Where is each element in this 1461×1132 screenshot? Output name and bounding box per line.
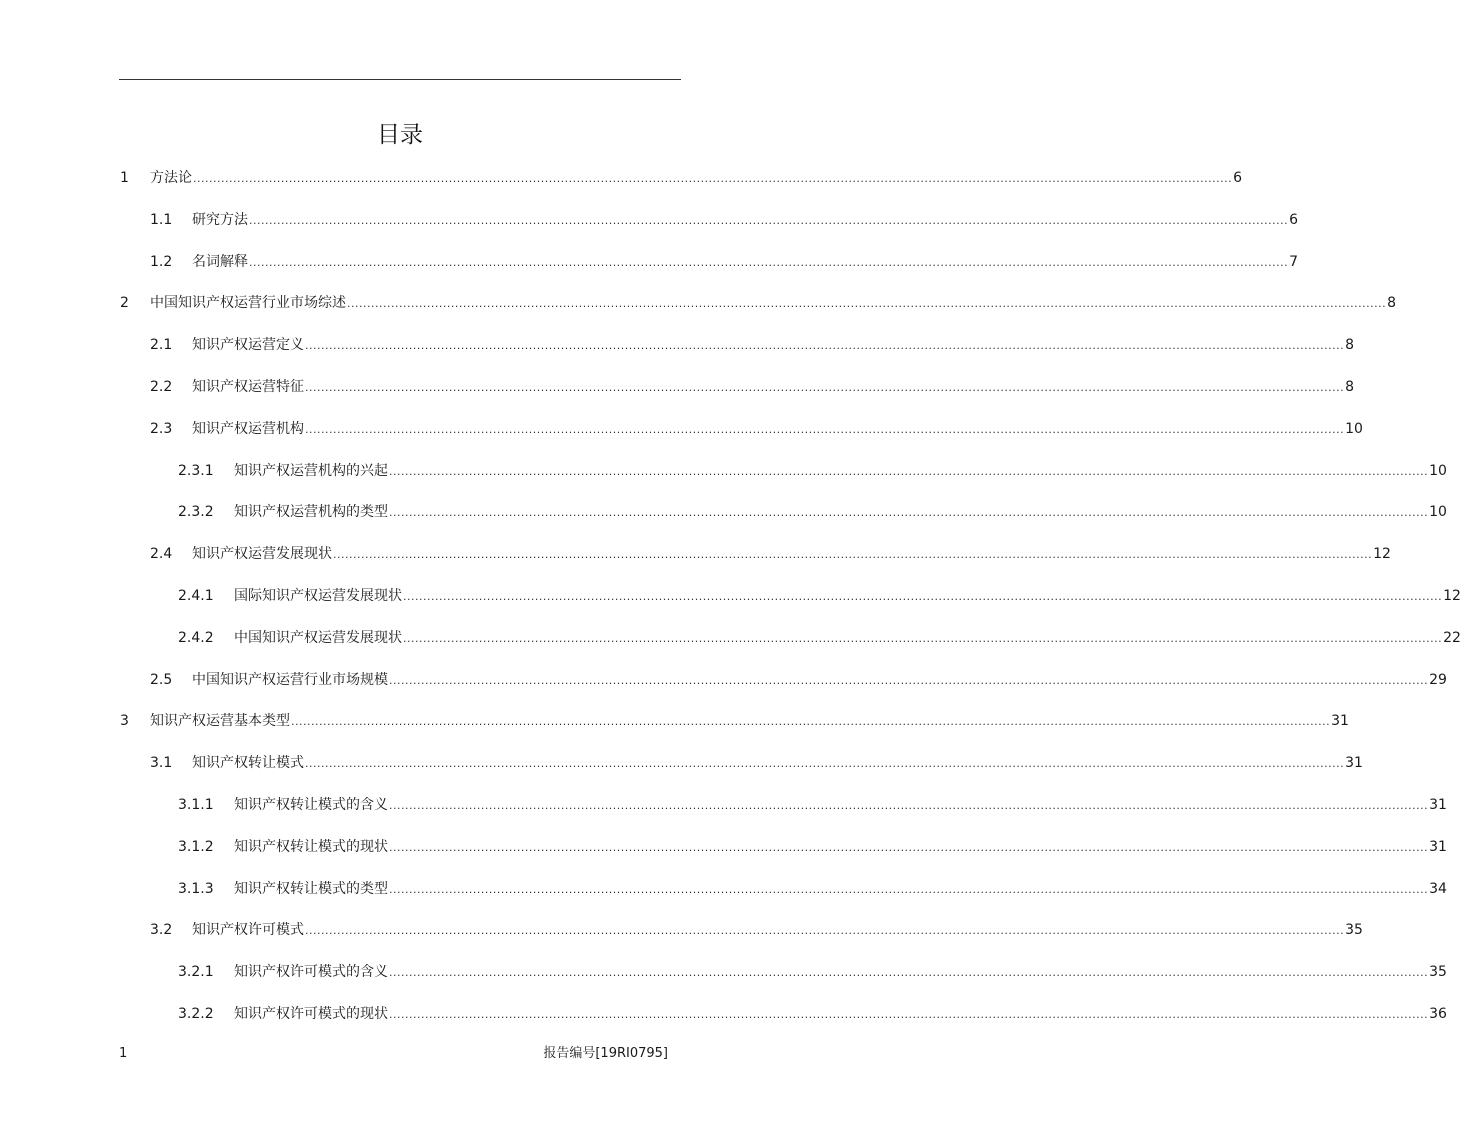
toc-entry-title: 知识产权运营机构的兴起 [234, 463, 388, 479]
toc-entry-number: 2.3.2 [178, 504, 214, 520]
toc-entry-page: 10 [1429, 463, 1447, 479]
toc-entry-title: 知识产权运营机构 [192, 421, 304, 437]
toc-entry-number: 2.3.1 [178, 463, 214, 479]
toc-dot-leader: .................................................................................................................................................................................................................................................................... [333, 548, 1373, 561]
toc-entry-title: 知识产权转让模式的现状 [234, 839, 388, 855]
toc-entry-page: 10 [1429, 504, 1447, 520]
toc-entry-title: 知识产权运营定义 [192, 337, 304, 353]
toc-dot-leader: .................................................................................................................................................................................................................................................................... [389, 465, 1429, 478]
footer-report-code: 报告编号[19RI0795] [543, 1046, 668, 1061]
toc-entry[interactable] [178, 461, 1447, 481]
toc-entry[interactable] [150, 210, 1299, 230]
toc-entry[interactable] [150, 252, 1299, 272]
toc-dot-leader: .................................................................................................................................................................................................................................................................... [305, 757, 1345, 770]
toc-entry[interactable] [178, 628, 1461, 648]
toc-dot-leader: .................................................................................................................................................................................................................................................................... [249, 256, 1289, 269]
toc-entry[interactable] [178, 502, 1447, 522]
toc-entry-page: 36 [1429, 1006, 1447, 1022]
toc-dot-leader: .................................................................................................................................................................................................................................................................... [389, 966, 1429, 979]
toc-dot-leader: .................................................................................................................................................................................................................................................................... [305, 339, 1345, 352]
footer-page-number: 1 [119, 1046, 128, 1061]
toc-entry-title: 知识产权运营发展现状 [192, 546, 332, 562]
toc-entry[interactable] [150, 377, 1355, 397]
toc-entry[interactable] [150, 419, 1363, 439]
toc-entry-page: 31 [1429, 839, 1447, 855]
toc-entry-page: 6 [1289, 212, 1299, 228]
toc-entry[interactable] [150, 920, 1363, 940]
toc-entry-number: 1 [120, 170, 129, 186]
toc-entry-title: 知识产权许可模式的含义 [234, 964, 388, 980]
toc-entry[interactable] [178, 795, 1447, 815]
toc-entry-number: 2.4.2 [178, 630, 214, 646]
toc-entry-number: 2.4.1 [178, 588, 214, 604]
toc-dot-leader: .................................................................................................................................................................................................................................................................... [305, 924, 1345, 937]
toc-dot-leader: .................................................................................................................................................................................................................................................................... [389, 841, 1429, 854]
toc-dot-leader: .................................................................................................................................................................................................................................................................... [389, 506, 1429, 519]
toc-entry-title: 研究方法 [192, 212, 248, 228]
toc-dot-leader: .................................................................................................................................................................................................................................................................... [193, 172, 1233, 185]
toc-entry-page: 35 [1345, 922, 1363, 938]
toc-entry-number: 2.3 [150, 421, 173, 437]
toc-entry-page: 35 [1429, 964, 1447, 980]
toc-entry-title: 知识产权转让模式 [192, 755, 304, 771]
toc-entry-page: 7 [1289, 254, 1299, 270]
toc-entry-number: 3.1.2 [178, 839, 214, 855]
toc-entry-page: 8 [1345, 337, 1355, 353]
toc-entry-page: 31 [1345, 755, 1363, 771]
toc-entry-page: 10 [1345, 421, 1363, 437]
toc-entry[interactable] [178, 962, 1447, 982]
toc-entry-number: 2.4 [150, 546, 173, 562]
toc-entry-title: 知识产权转让模式的类型 [234, 881, 388, 897]
toc-dot-leader: .................................................................................................................................................................................................................................................................... [403, 590, 1443, 603]
toc-dot-leader: .................................................................................................................................................................................................................................................................... [249, 214, 1289, 227]
toc-entry-page: 8 [1345, 379, 1355, 395]
toc-entry[interactable] [178, 837, 1447, 857]
toc-entry-number: 3.2.2 [178, 1006, 214, 1022]
toc-dot-leader: .................................................................................................................................................................................................................................................................... [389, 1008, 1429, 1021]
toc-entry[interactable] [150, 544, 1391, 564]
toc-entry-title: 知识产权运营特征 [192, 379, 304, 395]
toc-dot-leader: .................................................................................................................................................................................................................................................................... [389, 799, 1429, 812]
toc-entry-title: 中国知识产权运营行业市场综述 [150, 295, 346, 311]
toc-dot-leader: .................................................................................................................................................................................................................................................................... [403, 632, 1443, 645]
toc-entry[interactable] [150, 670, 1447, 690]
toc-entry-page: 31 [1331, 713, 1349, 729]
toc-entry[interactable] [120, 711, 1349, 731]
toc-entry-title: 知识产权运营基本类型 [150, 713, 290, 729]
toc-entry-number: 3.1 [150, 755, 173, 771]
toc-entry[interactable] [178, 586, 1461, 606]
toc-entry-number: 2 [120, 295, 129, 311]
toc-entry-title: 名词解释 [192, 254, 248, 270]
toc-entry[interactable] [120, 293, 1397, 313]
toc-entry-number: 3.1.1 [178, 797, 214, 813]
toc-entry[interactable] [150, 335, 1355, 355]
toc-entry-number: 2.2 [150, 379, 173, 395]
toc-entry-page: 8 [1387, 295, 1397, 311]
toc-entry-number: 3.2.1 [178, 964, 214, 980]
toc-entry-title: 中国知识产权运营发展现状 [234, 630, 402, 646]
toc-entry[interactable] [120, 168, 1243, 188]
toc-entry-number: 1.1 [150, 212, 173, 228]
toc-entry-page: 12 [1373, 546, 1391, 562]
toc-entry-number: 3.2 [150, 922, 173, 938]
toc-dot-leader: .................................................................................................................................................................................................................................................................... [389, 883, 1429, 896]
toc-entry-title: 知识产权运营机构的类型 [234, 504, 388, 520]
toc-entry-number: 3.1.3 [178, 881, 214, 897]
toc-entry-page: 22 [1443, 630, 1461, 646]
toc-entry-number: 3 [120, 713, 129, 729]
toc-entry-page: 34 [1429, 881, 1447, 897]
toc-title: 目录 [377, 122, 423, 148]
toc-dot-leader: .................................................................................................................................................................................................................................................................... [347, 297, 1387, 310]
toc-dot-leader: .................................................................................................................................................................................................................................................................... [305, 423, 1345, 436]
toc-entry-title: 知识产权许可模式 [192, 922, 304, 938]
toc-dot-leader: .................................................................................................................................................................................................................................................................... [305, 381, 1345, 394]
toc-entry-title: 知识产权许可模式的现状 [234, 1006, 388, 1022]
toc-dot-leader: .................................................................................................................................................................................................................................................................... [389, 674, 1429, 687]
header-rule [119, 79, 681, 80]
toc-entry-title: 知识产权转让模式的含义 [234, 797, 388, 813]
toc-entry-number: 1.2 [150, 254, 173, 270]
toc-entry-page: 29 [1429, 672, 1447, 688]
toc-entry-title: 中国知识产权运营行业市场规模 [192, 672, 388, 688]
toc-entry-page: 12 [1443, 588, 1461, 604]
toc-entry-title: 国际知识产权运营发展现状 [234, 588, 402, 604]
toc-entry[interactable] [150, 753, 1363, 773]
toc-entry-page: 6 [1233, 170, 1243, 186]
toc-entry[interactable] [178, 1004, 1447, 1024]
toc-entry[interactable] [178, 879, 1447, 899]
toc-entry-title: 方法论 [150, 170, 192, 186]
toc-entry-number: 2.1 [150, 337, 173, 353]
toc-entry-page: 31 [1429, 797, 1447, 813]
toc-entry-number: 2.5 [150, 672, 173, 688]
toc-dot-leader: .................................................................................................................................................................................................................................................................... [291, 715, 1331, 728]
